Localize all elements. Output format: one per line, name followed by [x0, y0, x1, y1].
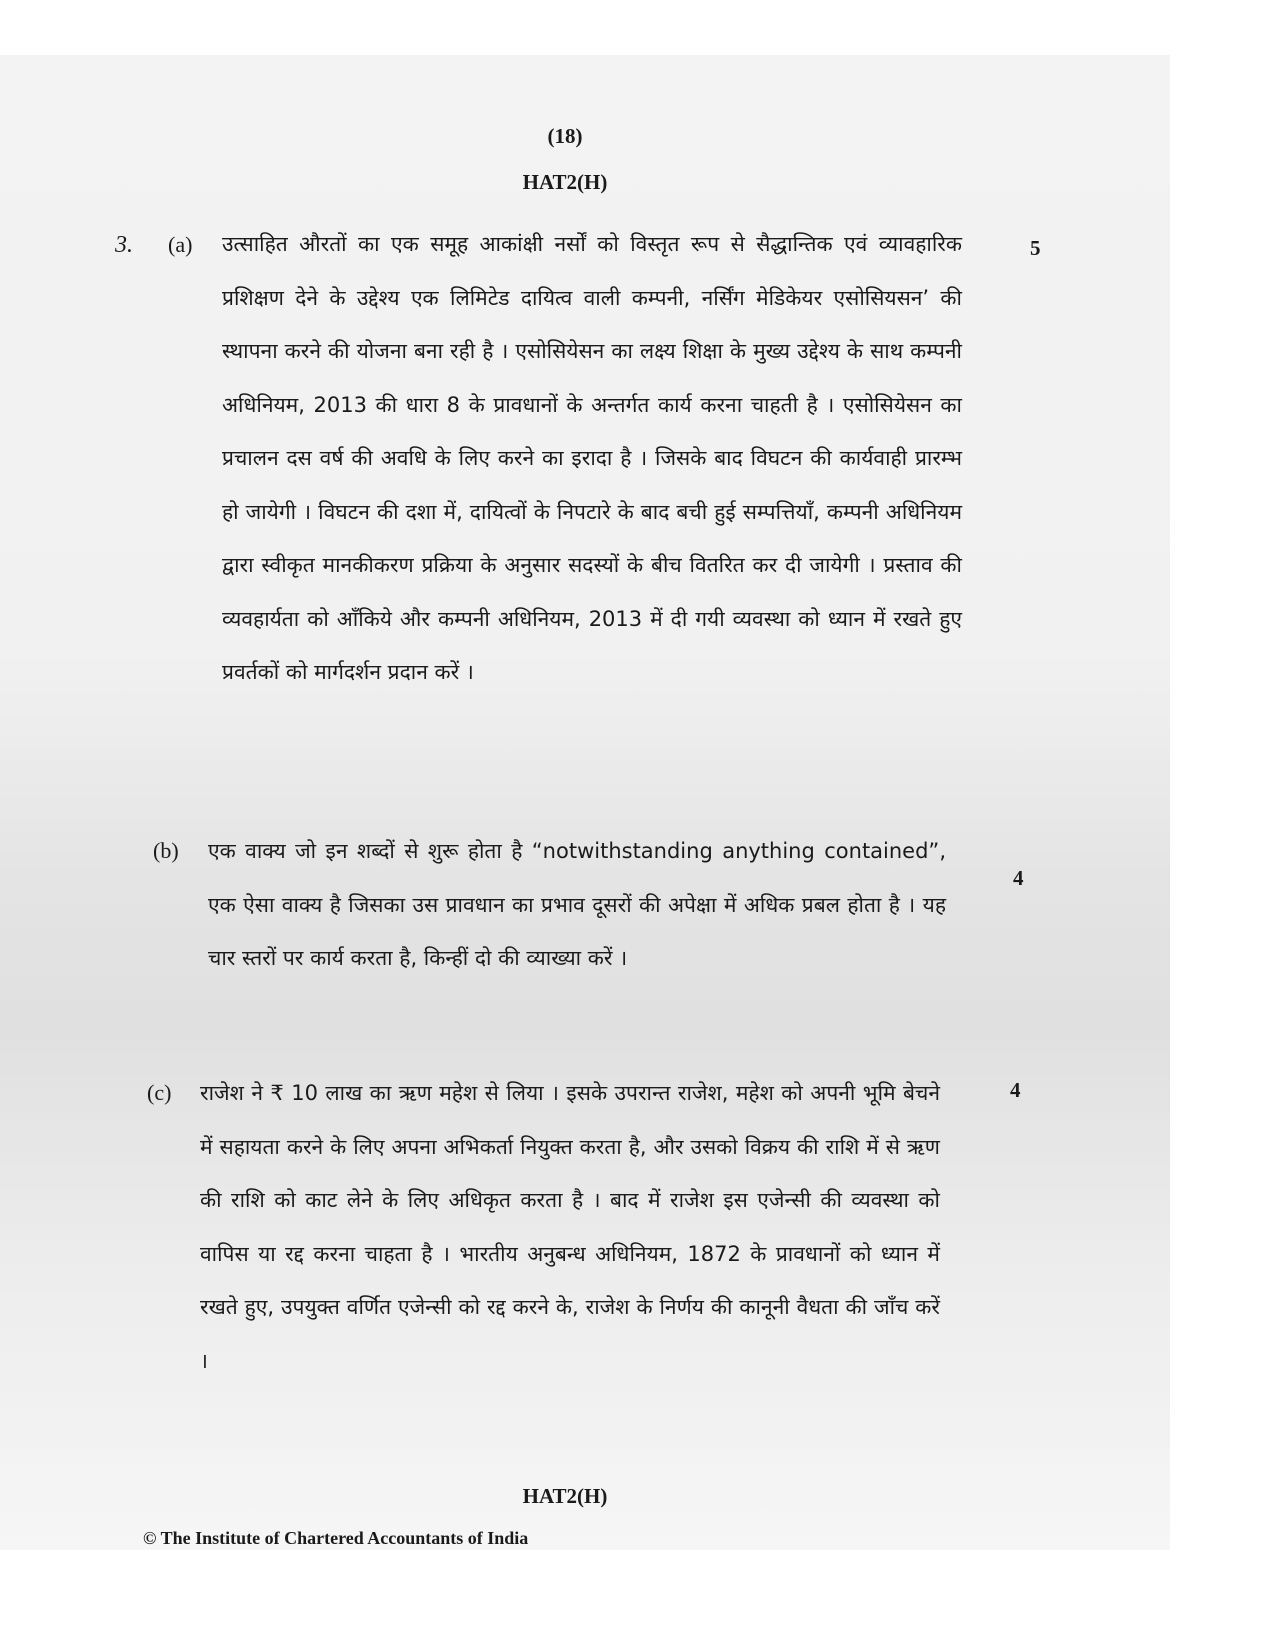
part-text: राजेश ने ₹ 10 लाख का ऋण महेश से लिया । इसके उपरान्त राजेश, महेश को अपनी भूमि बेचने में सहायता करने के लिए अपना अभिकर्ता नियुक्त करता है, और उसको विक्रय की राशि में से ऋण की राशि को काट लेने के लिए अधिकृत करता है । बाद में राजेश इस एजेन्सी की व्यवस्था को वापिस या रद्द करना चाहता है । भारतीय अनुबन्ध अधिनियम, 1872 के प्रावधानों को ध्यान में रखते हुए, उपयुक्त वर्णित एजेन्सी को रद्द करने के, राजेश के निर्णय की कानूनी वैधता की जाँच करें ।	[200, 1081, 940, 1373]
part-text: एक वाक्य जो इन शब्दों से शुरू होता है “notwithstanding anything contained”, एक ऐसा वाक्य है जिसका उस प्रावधान का प्रभाव दूसरों की अपेक्षा में अधिक प्रबल होता है । यह चार स्तरों पर कार्य करता है, किन्हीं दो की व्याख्या करें ।	[208, 839, 946, 970]
page-number: (18)	[547, 124, 583, 148]
part-label: (c)	[147, 1080, 172, 1105]
copyright-notice: © The Institute of Chartered Accountants of India	[143, 1528, 529, 1548]
part-label: (a)	[168, 232, 193, 257]
question-number: 3.	[115, 232, 133, 258]
marks: 4	[1010, 1078, 1021, 1102]
part-label: (b)	[153, 838, 179, 863]
marks: 4	[1013, 866, 1024, 890]
paper-code-footer: HAT2(H)	[522, 1484, 608, 1508]
part-text: उत्साहित औरतों का एक समूह आकांक्षी नर्सों को विस्तृत रूप से सैद्धान्तिक एवं व्यावहारिक प्रशिक्षण देने के उद्देश्य एक लिमिटेड दायित्व वाली कम्पनी, नर्सिंग मेडिकेयर एसोसियसन’ की स्थापना करने की योजना बना रही है । एसोसियेसन का लक्ष्य शिक्षा के मुख्य उद्देश्य के साथ कम्पनी अधिनियम, 2013 की धारा 8 के प्रावधानों के अन्तर्गत कार्य करना चाहती है । एसोसियेसन का प्रचालन दस वर्ष की अवधि के लिए करने का इरादा है । जिसके बाद विघटन की कार्यवाही प्रारम्भ हो जायेगी । विघटन की दशा में, दायित्वों के निपटारे के बाद बची हुई सम्पत्तियाँ, कम्पनी अधिनियम द्वारा स्वीकृत मानकीकरण प्रक्रिया के अनुसार सदस्यों के बीच वितरित कर दी जायेगी । प्रस्ताव की व्यवहार्यता को आँकिये और कम्पनी अधिनियम, 2013 में दी गयी व्यवस्था को ध्यान में रखते हुए प्रवर्तकों को मार्गदर्शन प्रदान करें ।	[222, 232, 962, 684]
paper-code-header: HAT2(H)	[522, 170, 608, 194]
marks: 5	[1030, 236, 1041, 260]
